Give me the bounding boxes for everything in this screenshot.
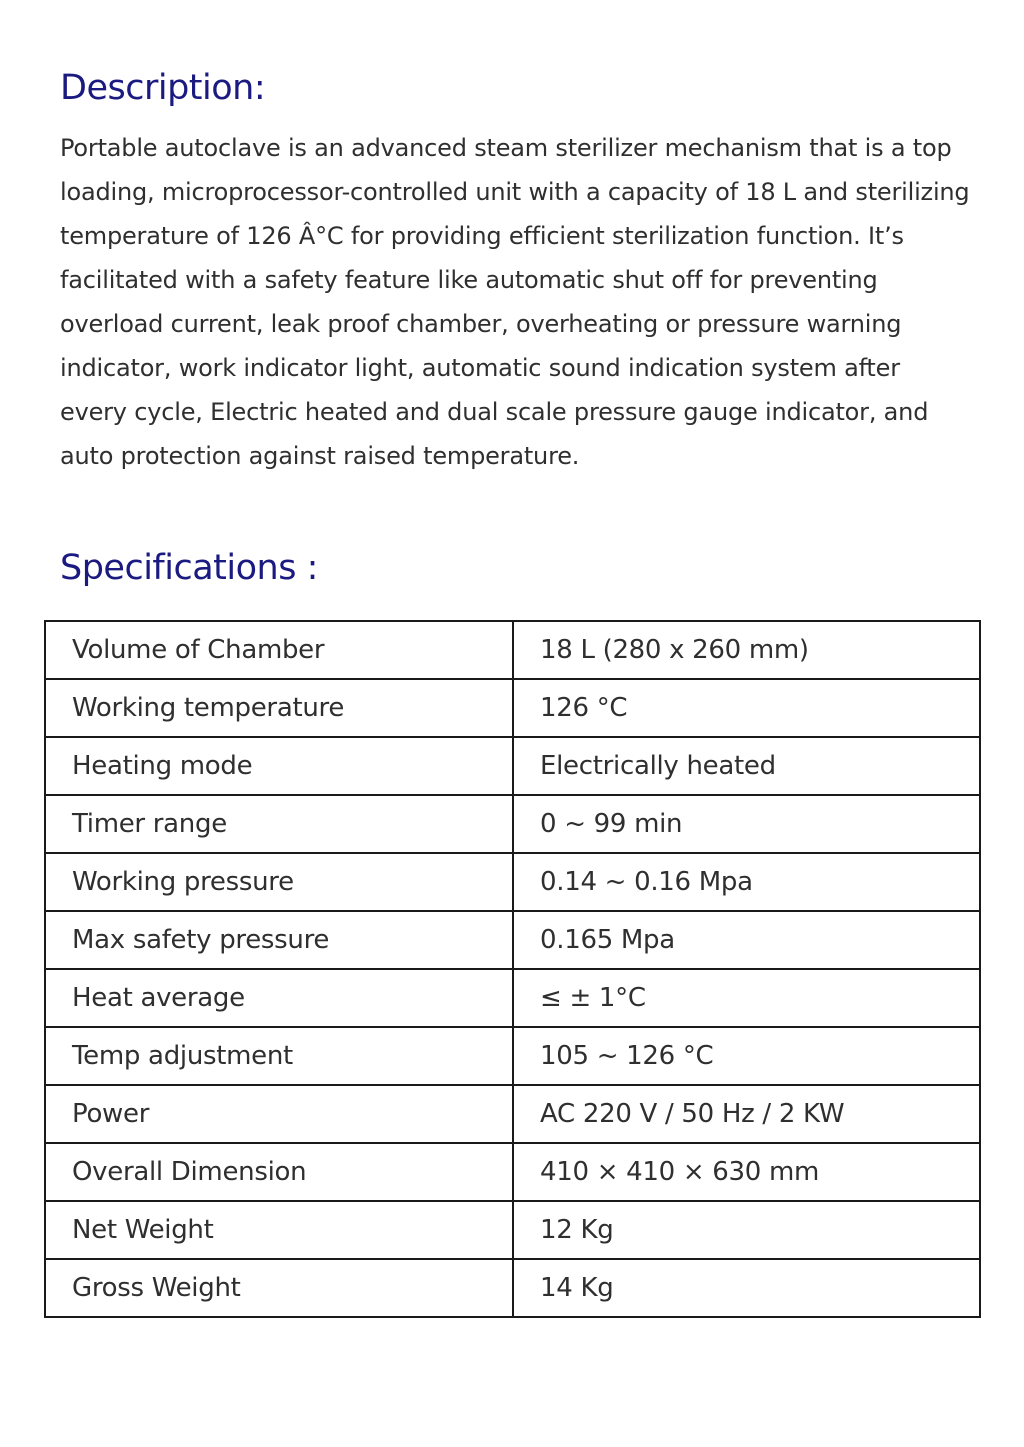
spec-value: AC 220 V / 50 Hz / 2 KW bbox=[513, 1085, 980, 1143]
table-row bbox=[45, 1201, 980, 1259]
spec-label: Max safety pressure bbox=[45, 911, 513, 969]
spec-value: 105 ~ 126 °C bbox=[513, 1027, 980, 1085]
spec-value: ≤ ± 1°C bbox=[513, 969, 980, 1027]
spec-value: 0.165 Mpa bbox=[513, 911, 980, 969]
spec-value: Electrically heated bbox=[513, 737, 980, 795]
spec-label: Timer range bbox=[45, 795, 513, 853]
spec-label: Working temperature bbox=[45, 679, 513, 737]
table-row bbox=[45, 853, 980, 911]
table-row bbox=[45, 1143, 980, 1201]
table-row bbox=[45, 679, 980, 737]
spec-value: 410 × 410 × 630 mm bbox=[513, 1143, 980, 1201]
spec-label: Heat average bbox=[45, 969, 513, 1027]
spec-label: Temp adjustment bbox=[45, 1027, 513, 1085]
spec-label: Overall Dimension bbox=[45, 1143, 513, 1201]
spec-value: 12 Kg bbox=[513, 1201, 980, 1259]
spec-value: 0 ~ 99 min bbox=[513, 795, 980, 853]
description-text: Portable autoclave is an advanced steam sterilizer mechanism that is a top loading, microprocessor-controlled unit with a capacity of 18 L and sterilizing temperature of 126 Â°C for providing efficient sterilization function. It’s facilitated with a safety feature like automatic shut off for preventing overload current, leak proof chamber, overheating or pressure warning indicator, work indicator light, automatic sound indication system after every cycle, Electric heated and dual scale pressure gauge indicator, and auto protection against raised temperature. bbox=[60, 134, 970, 470]
spec-value: 0.14 ~ 0.16 Mpa bbox=[513, 853, 980, 911]
table-row bbox=[45, 969, 980, 1027]
specifications-table bbox=[44, 620, 981, 1318]
spec-value: 14 Kg bbox=[513, 1259, 980, 1317]
spec-label: Heating mode bbox=[45, 737, 513, 795]
spec-value: 18 L (280 x 260 mm) bbox=[513, 621, 980, 679]
spec-value: 126 °C bbox=[513, 679, 980, 737]
spec-label: Volume of Chamber bbox=[45, 621, 513, 679]
table-row bbox=[45, 1027, 980, 1085]
spec-label: Working pressure bbox=[45, 853, 513, 911]
description-heading: Description: bbox=[60, 68, 266, 108]
table-row bbox=[45, 737, 980, 795]
table-row bbox=[45, 1085, 980, 1143]
table-row bbox=[45, 911, 980, 969]
spec-label: Net Weight bbox=[45, 1201, 513, 1259]
table-row bbox=[45, 795, 980, 853]
specifications-heading: Specifications : bbox=[60, 548, 318, 588]
spec-label: Gross Weight bbox=[45, 1259, 513, 1317]
spec-label: Power bbox=[45, 1085, 513, 1143]
table-row bbox=[45, 621, 980, 679]
table-row bbox=[45, 1259, 980, 1317]
